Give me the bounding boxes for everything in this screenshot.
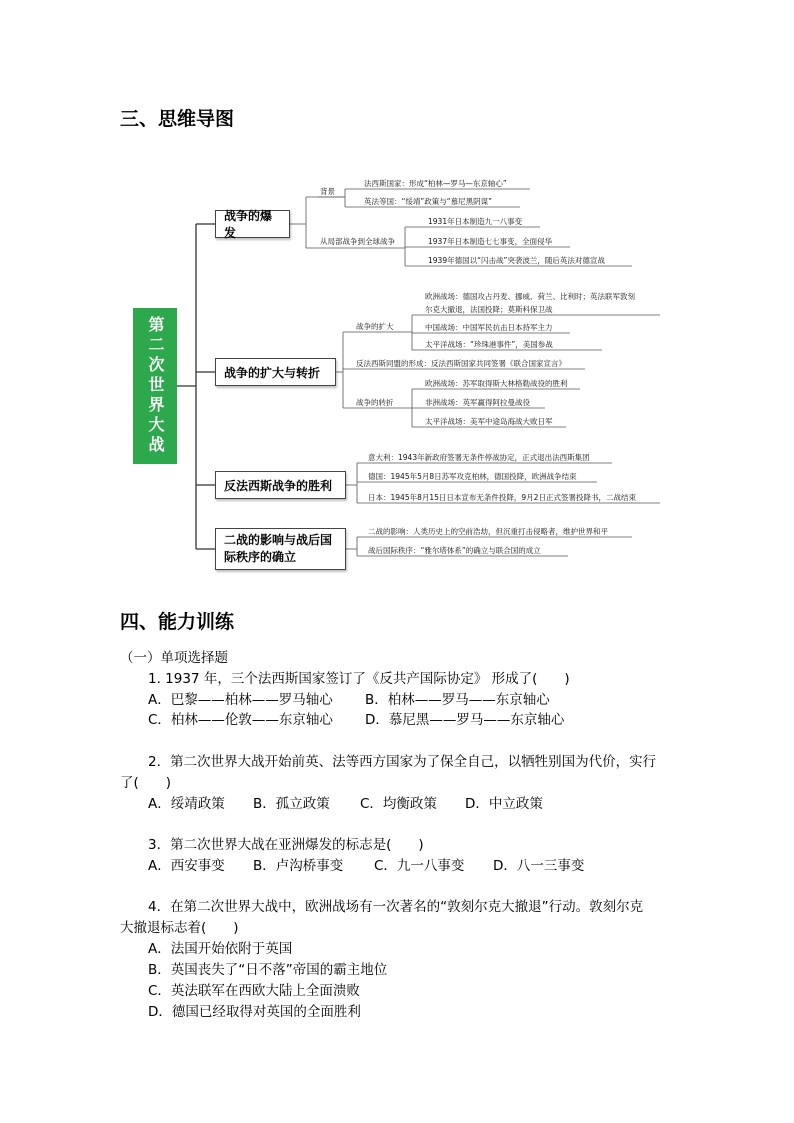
question-4-stem-line1: 4．在第二次世界大战中，欧洲战场有一次著名的“敦刻尔克大撤退”行动。敦刻尔克 <box>148 899 644 915</box>
question-4-option-d[interactable]: D．德国已经取得对英国的全面胜利 <box>148 1004 361 1020</box>
b1-leaf: 法西斯国家：形成“柏林—罗马—东京轴心” <box>364 179 507 188</box>
question-1-option-c[interactable]: C．柏林——伦敦——东京轴心 <box>148 712 333 728</box>
branch-victory <box>215 471 346 499</box>
branch-outbreak <box>215 210 290 238</box>
b1-leaf: 1931年日本制造九一八事变 <box>428 217 523 226</box>
b4-leaf: 战后国际秩序：“雅尔塔体系”的确立与联合国的成立 <box>368 546 541 555</box>
mindmap-root-label: 第二次世界大战 <box>146 316 165 456</box>
question-2-option-b[interactable]: B．孤立政策 <box>253 796 330 812</box>
b1-local-to-global: 从局部战争到全球战争 <box>320 237 395 246</box>
question-1-stem: 1. 1937 年，三个法西斯国家签订了《反共产国际协定》 形成了( ) <box>148 671 570 687</box>
question-3-option-a[interactable]: A．西安事变 <box>148 858 225 874</box>
branch-outbreak-label: 战争的爆发 <box>224 209 273 240</box>
question-4-option-a[interactable]: A．法国开始依附于英国 <box>148 941 293 957</box>
question-4-option-c[interactable]: C．英法联军在西欧大陆上全面溃败 <box>148 983 360 999</box>
question-4-option-b[interactable]: B．英国丧失了“日不落”帝国的霸主地位 <box>148 962 388 978</box>
subsection-title: （一）单项选择题 <box>120 650 228 666</box>
question-2-option-a[interactable]: A．绥靖政策 <box>148 796 225 812</box>
section-title-training: 四、能力训练 <box>120 611 235 633</box>
question-2-option-d[interactable]: D．中立政策 <box>465 796 543 812</box>
question-3-option-d[interactable]: D．八一三事变 <box>493 858 585 874</box>
b2-leaf: 中国战场：中国军民抗击日本持军主力 <box>425 323 553 332</box>
section-title-mindmap: 三、思维导图 <box>120 108 235 130</box>
question-3-option-b[interactable]: B．卢沟桥事变 <box>253 858 344 874</box>
b4-leaf: 二战的影响：人类历史上的空前浩劫，但沉重打击侵略者，维护世界和平 <box>368 527 608 536</box>
b2-leaf: 欧洲战场：德国攻占丹麦、挪威、荷兰、比利时；英法联军敦刻 <box>425 292 635 301</box>
branch-expansion <box>215 358 336 386</box>
branch-victory-label: 反法西斯战争的胜利 <box>224 478 333 493</box>
b2-leaf: 尔克大撤退，法国投降；莫斯科保卫战 <box>425 305 553 314</box>
mindmap-root <box>133 308 177 464</box>
branch-impact <box>215 528 346 570</box>
b1-leaf: 英法等国：“绥靖”政策与“慕尼黑阴谋” <box>364 197 493 206</box>
question-1-option-d[interactable]: D．慕尼黑——罗马——东京轴心 <box>365 712 565 728</box>
question-4-stem-line2: 大撤退标志着( ) <box>120 920 239 936</box>
b3-leaf: 意大利：1943年新政府签署无条件停战协定，正式退出法西斯集团 <box>368 453 590 462</box>
b2-leaf: 太平洋战场：“珍珠港事件”，美国参战 <box>425 340 553 349</box>
b1-background: 背景 <box>320 187 335 196</box>
b2-leaf: 欧洲战场：苏军取得斯大林格勒战役的胜利 <box>425 379 568 388</box>
question-1-option-a[interactable]: A．巴黎——柏林——罗马轴心 <box>148 692 333 708</box>
b2-leaf: 太平洋战场：美军中途岛海战大败日军 <box>425 417 553 426</box>
b1-leaf: 1939年德国以“闪击战”突袭波兰，随后英法对德宣战 <box>428 256 605 265</box>
branch-impact-label-line2: 际秩序的确立 <box>224 550 297 564</box>
branch-expansion-label: 战争的扩大与转折 <box>224 365 321 380</box>
question-2-stem-line2: 了( ) <box>120 775 172 791</box>
branch-impact-label-line1: 二战的影响与战后国 <box>224 533 333 547</box>
b3-leaf: 日本：1945年8月15日日本宣布无条件投降，9月2日正式签署投降书，二战结束 <box>368 493 636 502</box>
question-2-option-c[interactable]: C．均衡政策 <box>360 796 437 812</box>
question-2-stem-line1: 2．第二次世界大战开始前英、法等西方国家为了保全自己，以牺牲别国为代价，实行 <box>148 754 657 770</box>
b3-leaf: 德国：1945年5月8日苏军攻克柏林，德国投降，欧洲战争结束 <box>368 472 577 481</box>
question-3-option-c[interactable]: C．九一八事变 <box>374 858 465 874</box>
question-3-stem: 3．第二次世界大战在亚洲爆发的标志是( ) <box>148 837 424 853</box>
b1-leaf: 1937年日本制造七七事变，全面侵华 <box>428 237 553 246</box>
b2-leaf: 非洲战场：英军赢得阿拉曼战役 <box>425 398 530 407</box>
b2-alliance: 反法西斯同盟的形成：反法西斯国家共同签署《联合国家宣言》 <box>356 359 566 368</box>
b2-turning-point: 战争的转折 <box>356 398 394 407</box>
b2-expansion: 战争的扩大 <box>356 322 394 331</box>
question-1-option-b[interactable]: B．柏林——罗马——东京轴心 <box>365 692 550 708</box>
